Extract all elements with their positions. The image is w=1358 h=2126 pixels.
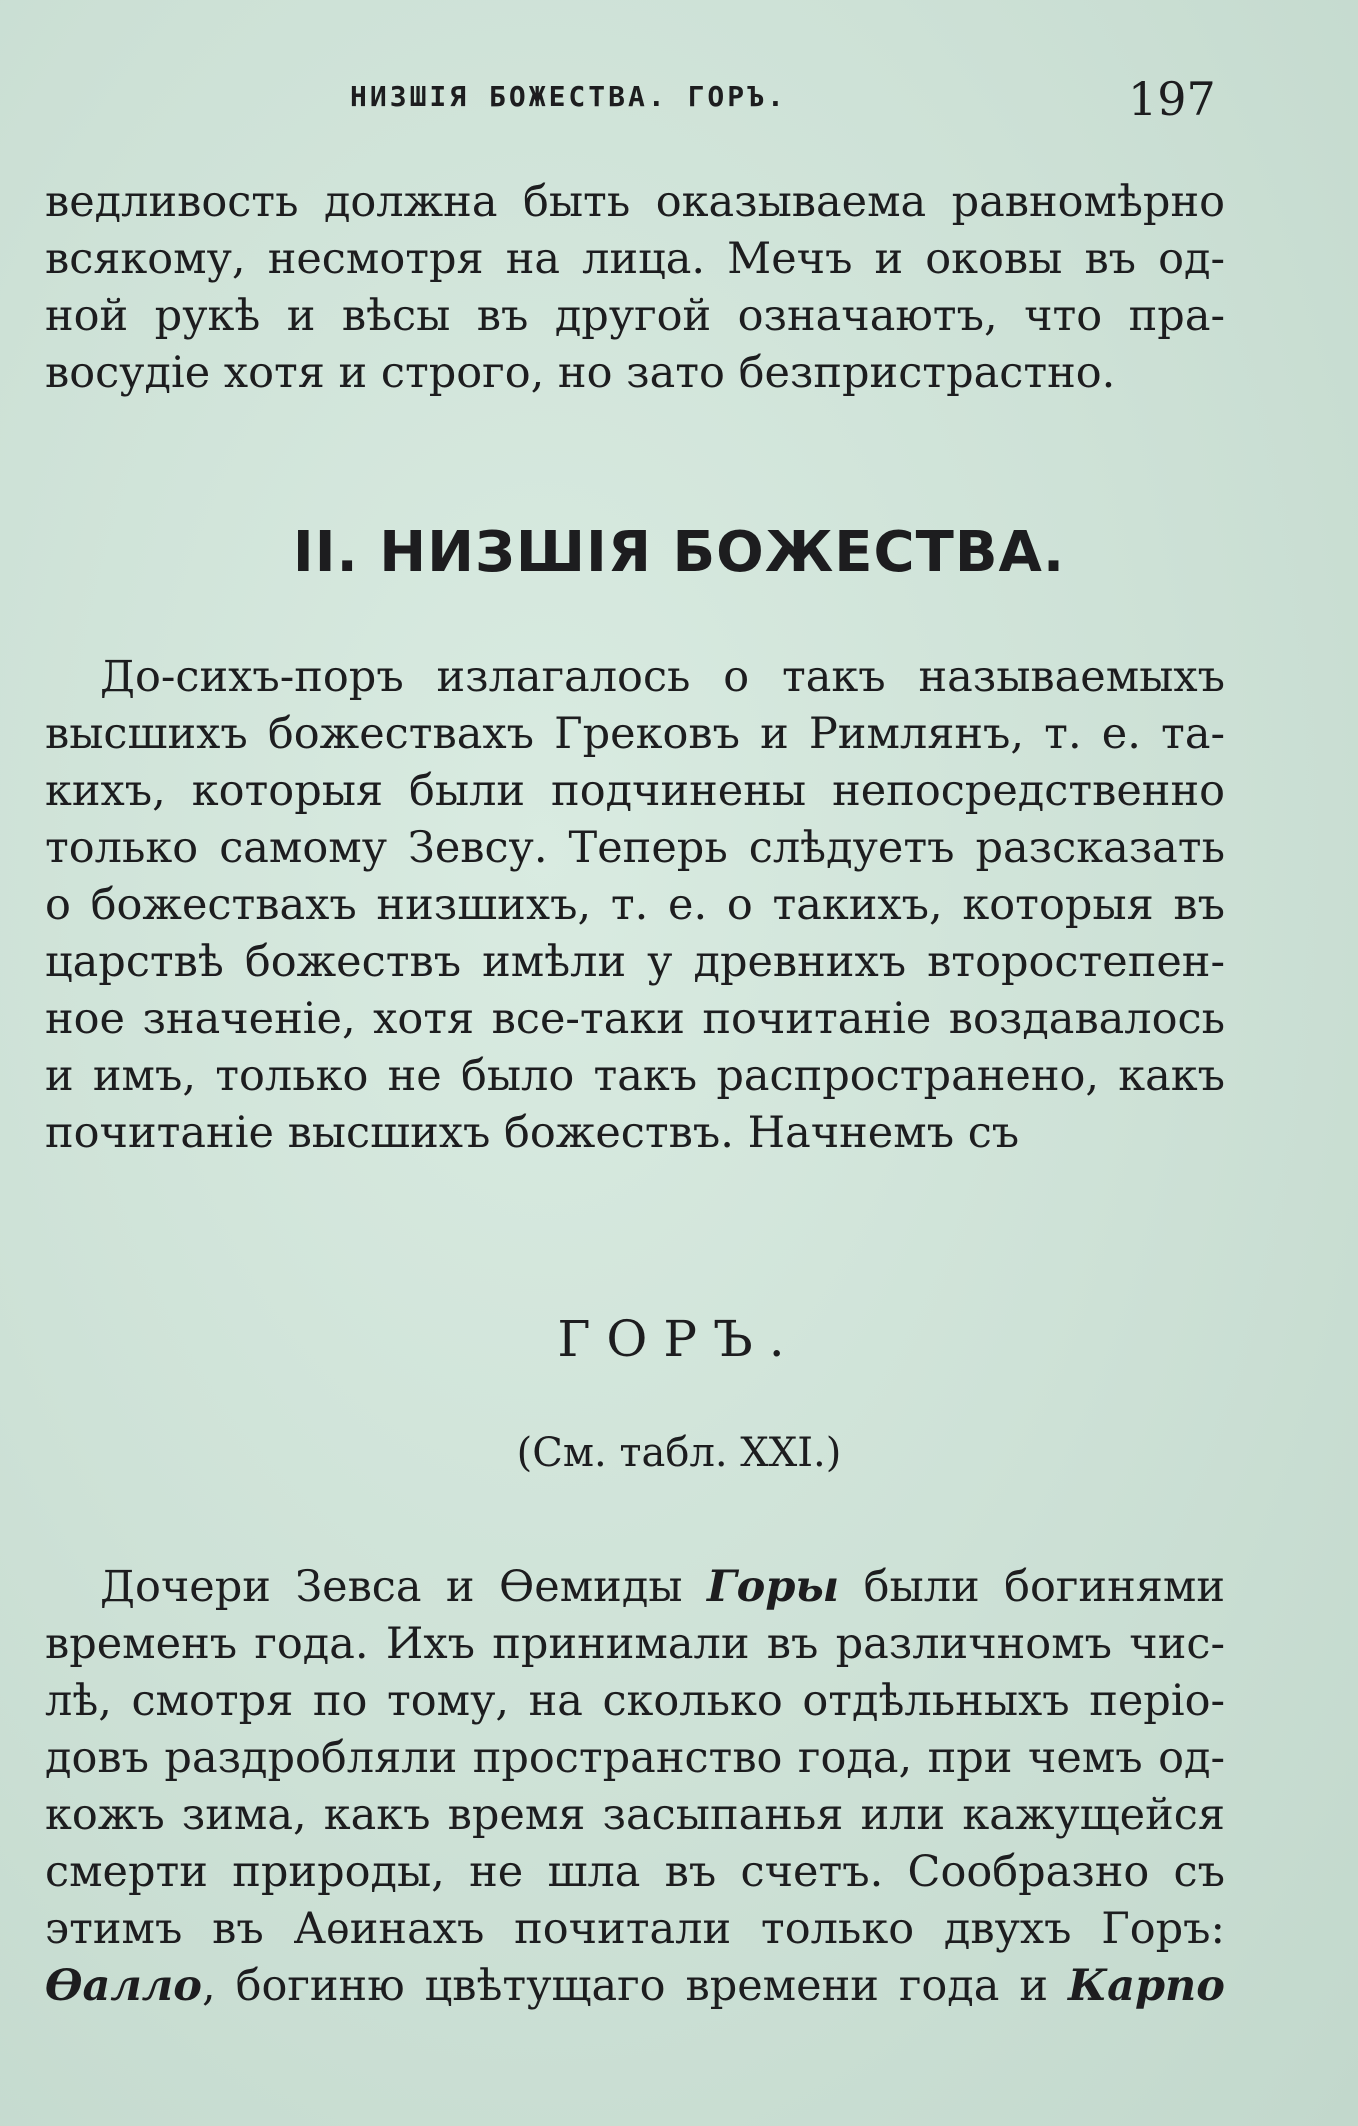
emphasized-term: Ѳалло [45, 1961, 202, 2011]
text-line: высшихъ божествахъ Грековъ и Римлянъ, т. е. та- [45, 709, 1225, 759]
emphasized-term: Карпо [1068, 1961, 1225, 2011]
text-line: кожъ зима, какъ время засыпанья или кажущейся [45, 1790, 1225, 1840]
text-line: и имъ, только не было такъ распространено, какъ [45, 1051, 1225, 1101]
page-number: 197 [1128, 72, 1216, 126]
text-line: царствѣ божествъ имѣли у древнихъ второстепен- [45, 937, 1225, 987]
text-line: ное значеніе, хотя все-таки почитаніе воздавалось [45, 994, 1225, 1044]
text-line: о божествахъ низшихъ, т. е. о такихъ, которыя въ [45, 880, 1225, 930]
text-line: только самому Зевсу. Теперь слѣдуетъ разсказать [45, 823, 1225, 873]
running-header [0, 72, 1358, 126]
text-line: этимъ въ Аѳинахъ почитали только двухъ Горъ: [45, 1904, 1225, 1954]
text-line: ведливость должна быть оказываема равномѣрно [45, 177, 1225, 227]
text-line: почитаніе высшихъ божествъ. Начнемъ съ [45, 1108, 1020, 1158]
text-line: кихъ, которыя были подчинены непосредственно [45, 766, 1225, 816]
text-fragment: были богинями [839, 1562, 1225, 1612]
text-line: всякому, несмотря на лица. Мечъ и оковы въ од- [45, 234, 1225, 284]
text-line: ной рукѣ и вѣсы въ другой означаютъ, что пра- [45, 291, 1225, 341]
text-line: восудіе хотя и строго, но зато безпристрастно. [45, 348, 1116, 398]
text-line: смерти природы, не шла въ счетъ. Сообразно съ [45, 1847, 1225, 1897]
text-line: временъ года. Ихъ принимали въ различномъ чис- [45, 1619, 1225, 1669]
subheading: ГОРЪ. [557, 1310, 801, 1368]
table-reference: (См. табл. XXI.) [516, 1430, 842, 1476]
text-fragment: , богиню цвѣтущаго времени года и [201, 1961, 1068, 2011]
text-fragment: Дочери Зевса и Ѳемиды [100, 1562, 707, 1612]
text-line [45, 1560, 1225, 1614]
emphasized-term: Горы [706, 1562, 840, 1612]
text-line [45, 1959, 1225, 2013]
text-line: лѣ, смотря по тому, на сколько отдѣльныхъ періо- [45, 1676, 1225, 1726]
section-heading: II. НИЗШІЯ БОЖЕСТВА. [292, 520, 1066, 585]
running-title: НИЗШІЯ БОЖЕСТВА. ГОРЪ. [350, 80, 787, 113]
text-line: До-сихъ-поръ излагалось о такъ называемыхъ [100, 652, 1225, 702]
text-line: довъ раздробляли пространство года, при чемъ од- [45, 1733, 1225, 1783]
